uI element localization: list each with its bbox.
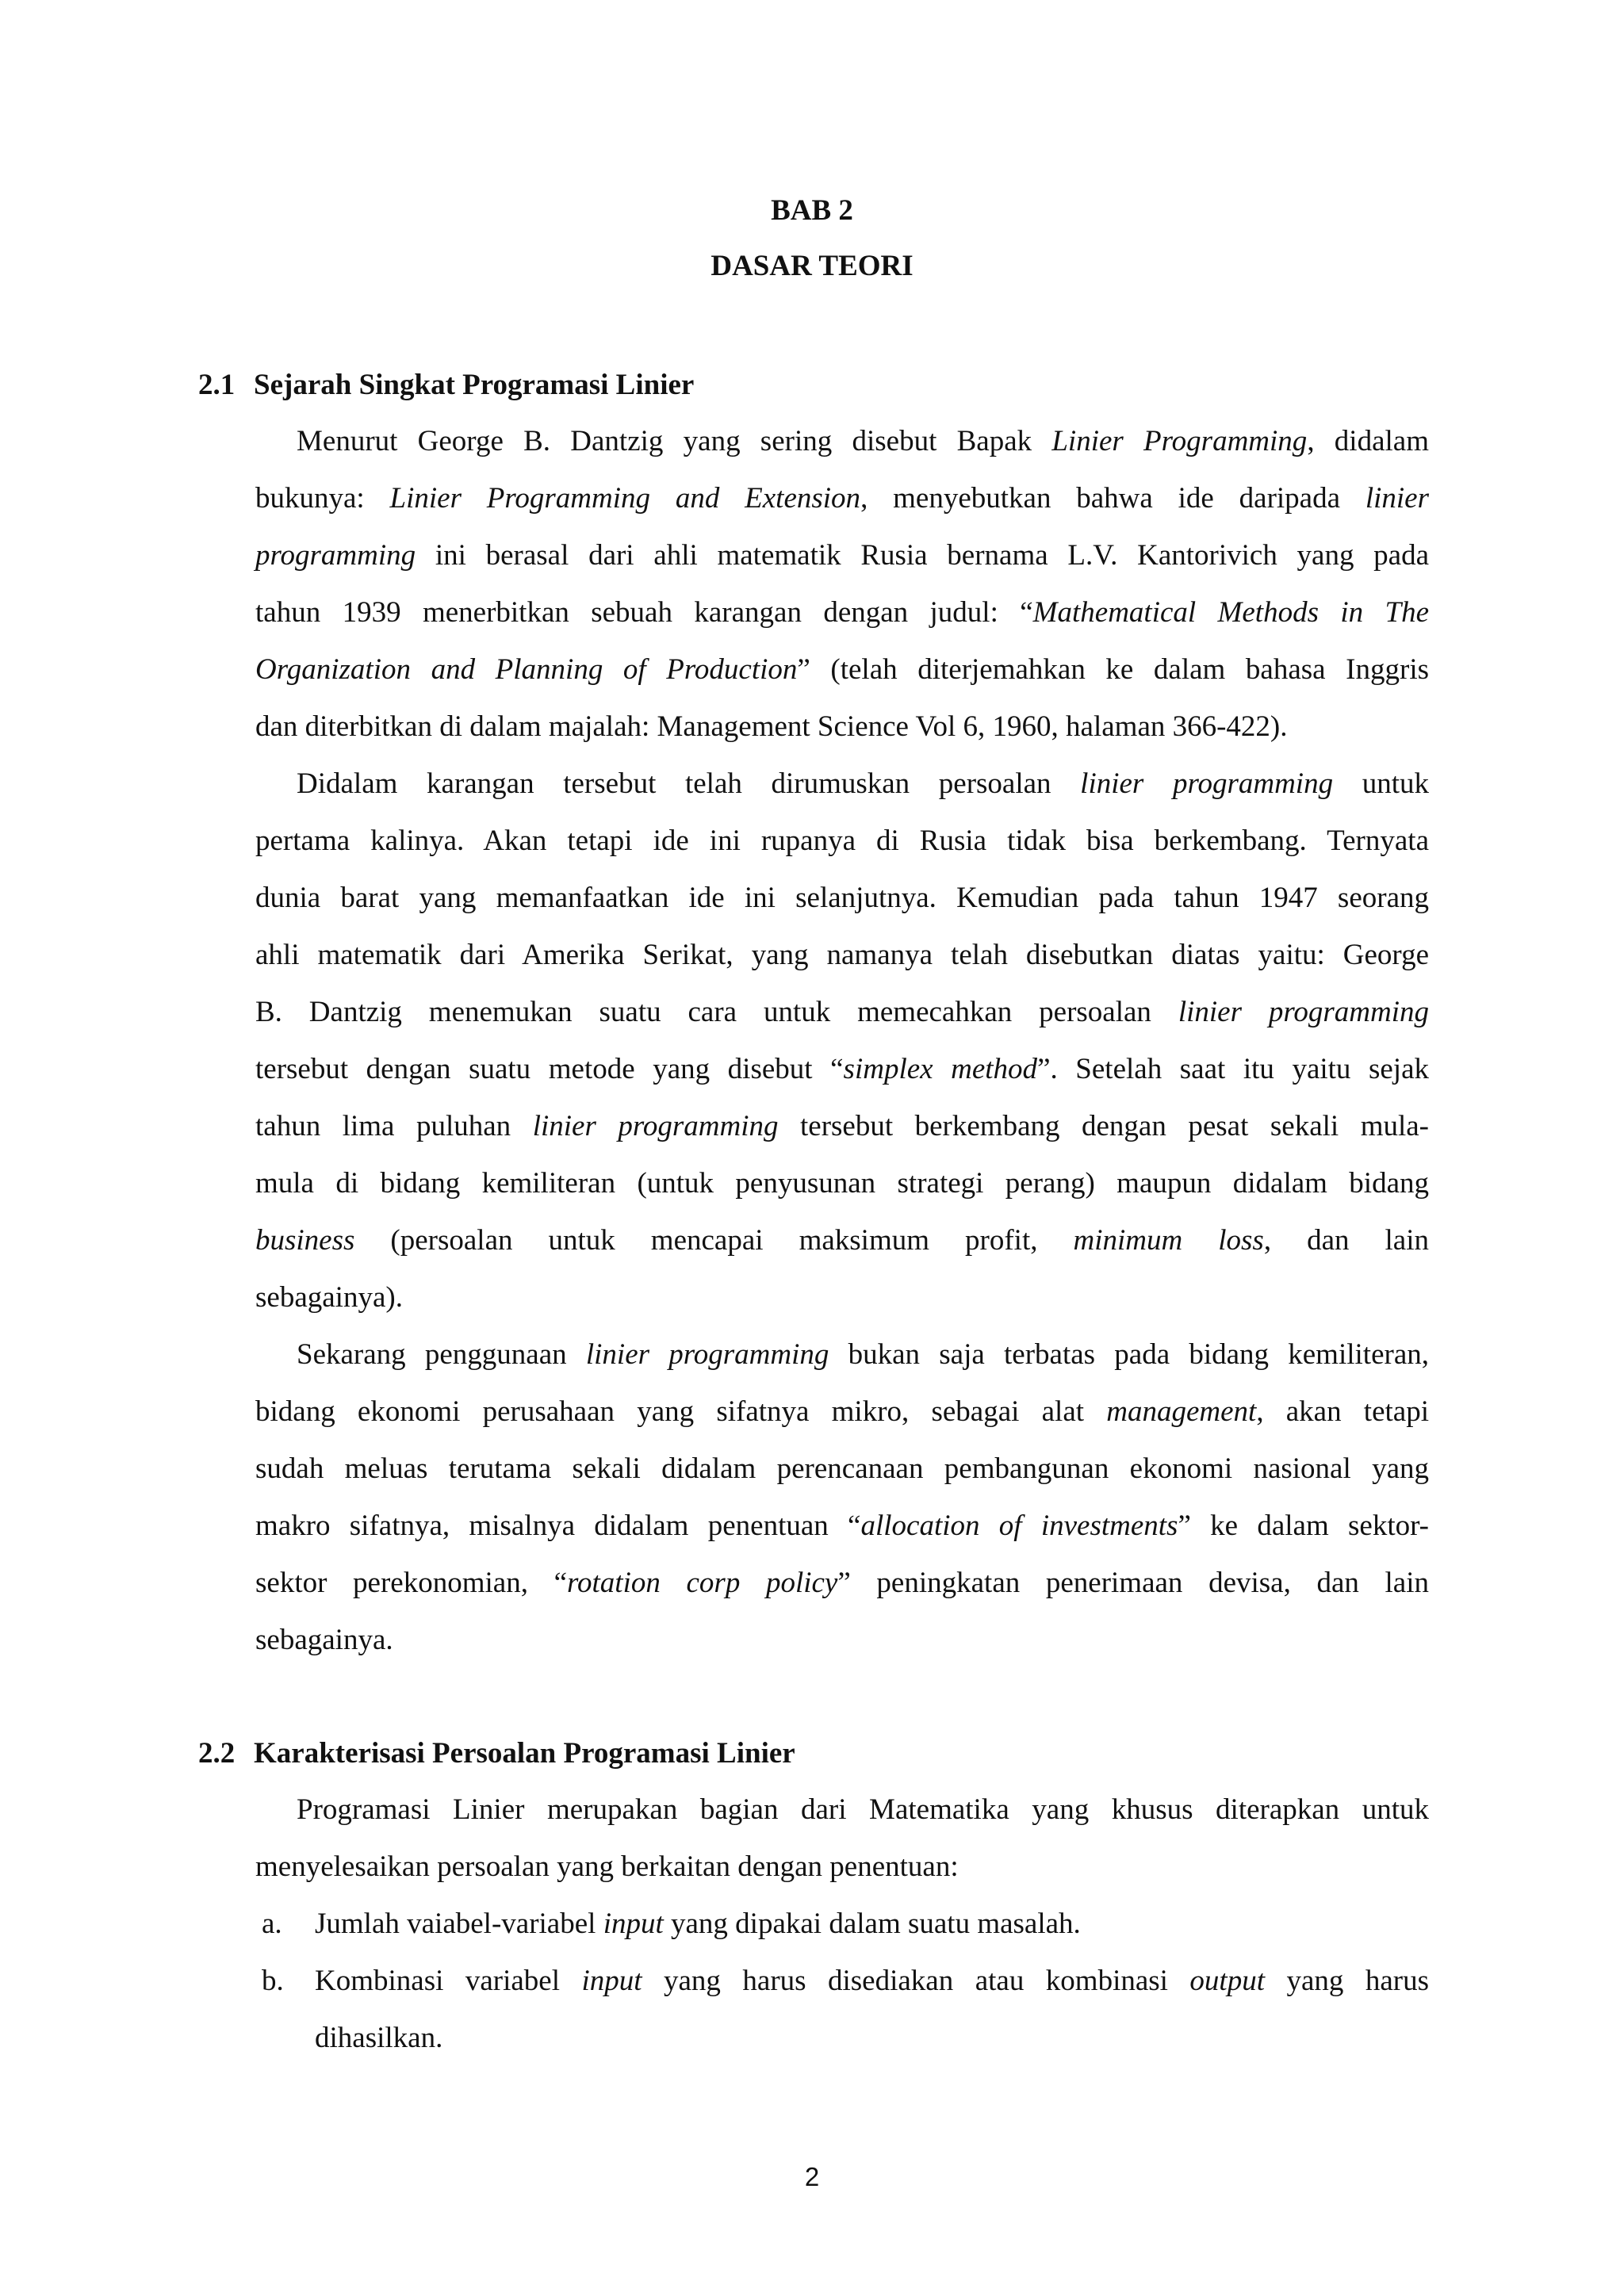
list-marker: b.: [262, 1965, 284, 1997]
section-title: Karakterisasi Persoalan Programasi Linier: [254, 1737, 795, 1770]
section-title: Sejarah Singkat Programasi Linier: [254, 369, 695, 401]
italic-term: linier programming: [532, 1110, 779, 1142]
paragraph-line: programming ini berasal dari ahli matematik Rusia bernama L.V. Kantorivich yang pada: [255, 539, 1429, 572]
paragraph-line: Menurut George B. Dantzig yang sering disebut Bapak Linier Programming, didalam: [297, 425, 1429, 457]
list-item-text-continued: dihasilkan.: [315, 2022, 443, 2054]
list-item-text: Kombinasi variabel input yang harus disediakan atau kombinasi output yang harus: [315, 1965, 1429, 1997]
section-number: 2.1: [198, 369, 236, 401]
paragraph-line: pertama kalinya. Akan tetapi ide ini rupanya di Rusia tidak bisa berkembang. Ternyata: [255, 825, 1429, 857]
italic-term: input: [603, 1908, 664, 1940]
list-marker: a.: [262, 1908, 282, 1940]
paragraph-line: sektor perekonomian, “rotation corp policy” peningkatan penerimaan devisa, dan lain: [255, 1567, 1429, 1599]
italic-term: linier programming: [1080, 767, 1334, 800]
italic-term: linier programming: [1178, 996, 1429, 1028]
paragraph-line: sudah meluas terutama sekali didalam perencanaan pembangunan ekonomi nasional yang: [255, 1452, 1429, 1485]
italic-term: input: [581, 1965, 642, 1997]
list-item-text: Jumlah vaiabel-variabel input yang dipakai dalam suatu masalah.: [315, 1908, 1081, 1940]
paragraph-line: tahun lima puluhan linier programming tersebut berkembang dengan pesat sekali mula-: [255, 1110, 1429, 1142]
paragraph-line: tersebut dengan suatu metode yang disebut “simplex method”. Setelah saat itu yaitu sejak: [255, 1053, 1430, 1085]
paragraph-line: tahun 1939 menerbitkan sebuah karangan dengan judul: “Mathematical Methods in The: [255, 596, 1429, 629]
paragraph-line: dunia barat yang memanfaatkan ide ini selanjutnya. Kemudian pada tahun 1947 seorang: [255, 882, 1429, 914]
italic-term: simplex method: [843, 1053, 1038, 1085]
italic-term: business: [255, 1224, 355, 1257]
paragraph-line: menyelesaikan persoalan yang berkaitan dengan penentuan:: [255, 1850, 959, 1883]
paragraph-line: sebagainya).: [255, 1281, 403, 1314]
paragraph-line: Organization and Planning of Production” (telah diterjemahkan ke dalam bahasa Inggris: [255, 653, 1429, 686]
section-number: 2.2: [198, 1737, 236, 1770]
section-heading-2-2: [198, 1736, 795, 1771]
italic-term: Organization and Planning of Production: [255, 653, 798, 686]
paragraph-line: bidang ekonomi perusahaan yang sifatnya mikro, sebagai alat management, akan tetapi: [255, 1395, 1429, 1428]
italic-term: linier programming: [585, 1338, 829, 1371]
paragraph-line: mula di bidang kemiliteran (untuk penyusunan strategi perang) maupun didalam bidang: [255, 1167, 1429, 1200]
paragraph-line: B. Dantzig menemukan suatu cara untuk memecahkan persoalan linier programming: [255, 996, 1429, 1028]
paragraph-line: makro sifatnya, misalnya didalam penentuan “allocation of investments” ke dalam sektor-: [255, 1510, 1429, 1542]
italic-term: Linier Programming and Extension: [389, 482, 861, 515]
chapter-label: BAB 2: [771, 194, 853, 227]
italic-term: linier: [1365, 482, 1430, 515]
paragraph-line: Didalam karangan tersebut telah dirumuskan persoalan linier programming untuk: [297, 767, 1429, 800]
section-heading-2-1: [198, 368, 694, 403]
italic-term: rotation corp policy: [567, 1567, 838, 1599]
paragraph-line: sebagainya.: [255, 1624, 393, 1656]
paragraph-line: Sekarang penggunaan linier programming bukan saja terbatas pada bidang kemiliteran,: [297, 1338, 1429, 1371]
italic-term: Mathematical Methods in The: [1032, 596, 1429, 629]
paragraph-line: dan diterbitkan di dalam majalah: Management Science Vol 6, 1960, halaman 366-422).: [255, 710, 1288, 743]
italic-term: Linier Programming: [1051, 425, 1308, 457]
paragraph-line: bukunya: Linier Programming and Extension, menyebutkan bahwa ide daripada linier: [255, 482, 1430, 515]
italic-term: minimum loss: [1073, 1224, 1264, 1257]
page-number: 2: [804, 2162, 820, 2191]
italic-term: programming: [255, 539, 416, 572]
paragraph-line: business (persoalan untuk mencapai maksimum profit, minimum loss, dan lain: [255, 1224, 1429, 1257]
italic-term: output: [1189, 1965, 1265, 1997]
paragraph-line: Programasi Linier merupakan bagian dari Matematika yang khusus diterapkan untuk: [297, 1793, 1429, 1826]
italic-term: allocation of investments: [860, 1510, 1178, 1542]
paragraph-line: ahli matematik dari Amerika Serikat, yang namanya telah disebutkan diatas yaitu: George: [255, 939, 1429, 971]
italic-term: management: [1106, 1395, 1257, 1428]
chapter-title: DASAR TEORI: [710, 250, 914, 282]
